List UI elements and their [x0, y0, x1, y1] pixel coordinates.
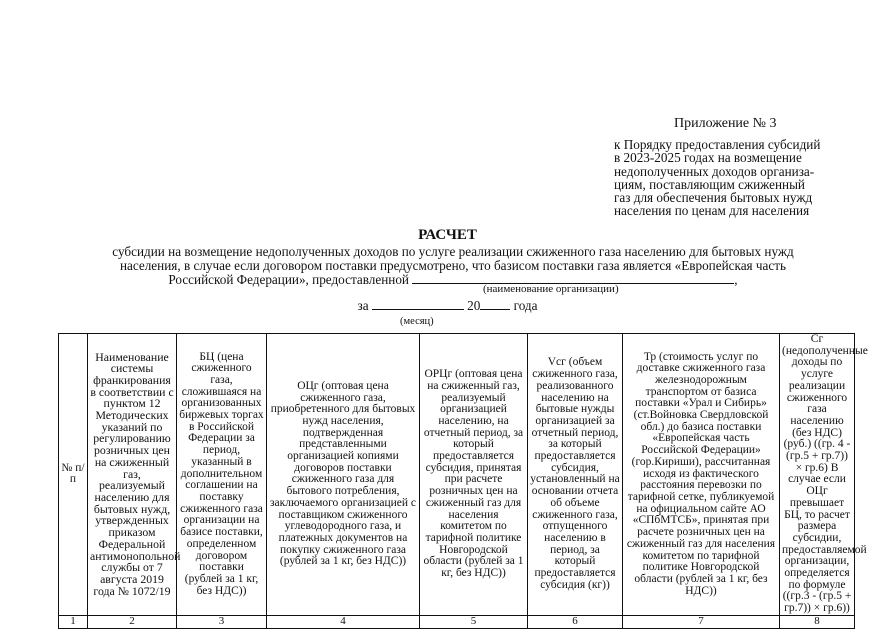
- document-subtitle: [58, 245, 848, 287]
- header-cell: Сг (недополученные доходы по услуге реализации сжиженного газа населению (без НДС) (руб.) ((гр. 4 - (гр.5 + гр.7)) × гр.6) В случае если ОЦг превышает БЦ, то расчет размера субсидии, предоставляемой организации, определяется по формуле ((гр.3 - (гр.5 + гр.7)) × гр.6)): [780, 334, 855, 616]
- column-number: 4: [267, 615, 420, 628]
- appendix-text: [614, 138, 854, 218]
- subtitle-line: населения, в случае если договором поставки предусмотрено, что базисом поставки газа является «Европейская часть: [119, 257, 787, 273]
- appendix-line: населения по ценам для населения: [614, 203, 810, 219]
- column-number: 3: [177, 615, 267, 628]
- year-label: года: [513, 298, 538, 313]
- appendix-line: газ для обеспечения бытовых нужд: [614, 190, 813, 206]
- appendix-line: недополученных доходов организа-: [614, 163, 815, 179]
- header-cell: ОРЦг (оптовая цена на сжиженный газ, реализуемый организацией населению, на отчетный период, за который предоставляется субсидия, принятая при расчете розничных цен на сжиженный газ для населения комитетом по тарифной политике Новгородской области (рублей за 1 кг, без НДС)): [420, 334, 528, 616]
- appendix-line: циям, поставляющим сжиженный: [614, 176, 805, 192]
- column-number: 8: [780, 615, 855, 628]
- column-number: 1: [59, 615, 88, 628]
- document-title: РАСЧЕТ: [418, 227, 477, 243]
- appendix-line: к Порядку предоставления субсидий: [614, 137, 821, 152]
- calculation-table: [58, 333, 868, 629]
- appendix-line: в 2023-2025 годах на возмещение: [614, 150, 802, 166]
- column-number: 6: [528, 615, 623, 628]
- column-number: 7: [623, 615, 780, 628]
- period-line: [0, 298, 895, 314]
- organization-caption: (наименование организации): [483, 283, 619, 295]
- header-cell: Тр (стоимость услуг по доставке сжиженного газа железнодорожным транспортом от базиса поставки «Урал и Сибирь» (ст.Войновка Свердловской обл.) до базиса поставки «Европейская часть Российской Федерации» (гор.Кириши), рассчитанная исходя из фактического расстояния перевозки по тарифной сетке, публикуемой на официальном сайте АО «СПбМТСБ», принятая при расчете розничных цен на сжиженный газ для населения комитетом по тарифной политике Новгородской области (рублей за 1 кг, без НДС)): [623, 334, 780, 616]
- header-cell: Наименование системы франкирования в соответствии с пунктом 12 Методических указаний по регулированию розничных цен на сжиженный газ, реализуемый населению для бытовых нужд, утвержденных приказом Федеральной антимонопольной службы от 7 августа 2019 года № 1072/19: [88, 334, 177, 616]
- table-header-row: [59, 334, 855, 616]
- year-field[interactable]: [480, 298, 510, 310]
- month-field[interactable]: [372, 298, 464, 310]
- column-number: 5: [420, 615, 528, 628]
- year-prefix: 20: [467, 298, 481, 313]
- header-cell: № п/п: [59, 334, 88, 616]
- header-cell: ОЦг (оптовая цена сжиженного газа, приобретенного для бытовых нужд населения, подтвержденная представленными организацией копиями договоров поставки сжиженного газа для бытового потребления, заключаемого организацией с поставщиком сжиженного углеводородного газа, и платежных документов на покупку сжиженного газа (рублей за 1 кг, без НДС)): [267, 334, 420, 616]
- header-cell: БЦ (цена сжиженного газа, сложившаяся на организованных биржевых торгах в Российской Федерации за период, указанный в дополнительном соглашении на поставку сжиженного газа организации на базисе поставки, определенном договором поставки (рублей за 1 кг, без НДС)): [177, 334, 267, 616]
- appendix-title: Приложение № 3: [674, 116, 777, 131]
- za-label: за: [357, 298, 369, 313]
- month-caption: (месяц): [400, 316, 434, 327]
- subtitle-line-org: [58, 272, 848, 287]
- subtitle-line: Российской Федерации», предоставленной: [168, 272, 409, 287]
- column-number: 2: [88, 615, 177, 628]
- subtitle-line: субсидии на возмещение недополученных доходов по услуге реализации сжиженного газа населению для бытовых нужд: [112, 244, 794, 259]
- header-cell: Vсг (объем сжиженного газа, реализованного населению на бытовые нужды организацией за отчетный период, за который предоставляется субсидия, установленный на основании отчета об объеме сжиженного газа, отпущенного населению в период, за который предоставляется субсидия (кг)): [528, 334, 623, 616]
- table-number-row: [59, 615, 855, 628]
- subtitle-comma: ,: [734, 272, 738, 287]
